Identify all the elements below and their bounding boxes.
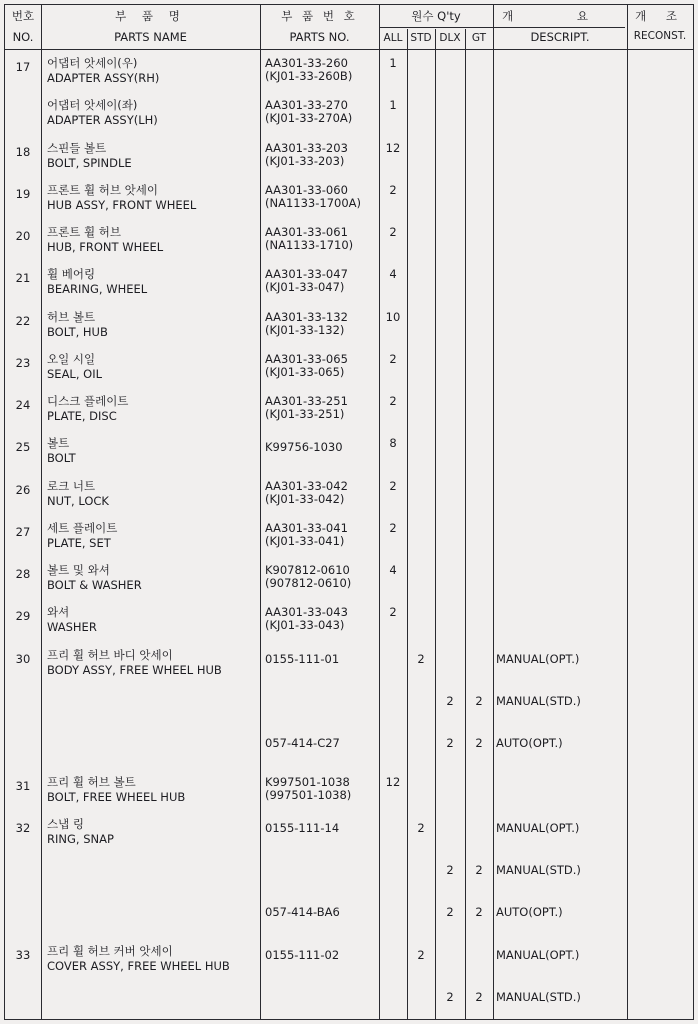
- part-name-ko: 와셔: [47, 605, 70, 619]
- qty-all: 2: [389, 521, 397, 535]
- part-number: AA301-33-061: [265, 225, 348, 239]
- column-divider: [493, 5, 494, 1019]
- part-number: K99756-1030: [265, 440, 343, 454]
- column-divider: [260, 5, 261, 1019]
- row-number: 17: [15, 60, 31, 74]
- header-no-ko: 번호: [11, 9, 35, 23]
- part-number: AA301-33-043: [265, 605, 348, 619]
- part-name-ko: 스냅 링: [47, 817, 84, 831]
- part-number: AA301-33-260: [265, 56, 348, 70]
- header-qty-std: STD: [410, 32, 432, 44]
- part-name-en: SEAL, OIL: [47, 367, 103, 381]
- part-name-en: COVER ASSY, FREE WHEEL HUB: [47, 959, 230, 973]
- part-number: AA301-33-132: [265, 310, 348, 324]
- part-name-ko: 어댑터 앗세이(우): [47, 56, 138, 70]
- part-name-en: ADAPTER ASSY(RH): [47, 71, 160, 85]
- header-qty-title: 원수 Q'ty: [411, 9, 461, 23]
- part-name-ko: 프론트 휠 허브 앗세이: [47, 183, 158, 197]
- part-number: AA301-33-041: [265, 521, 348, 535]
- column-divider: [435, 29, 436, 1019]
- part-number: K907812-0610: [265, 563, 350, 577]
- part-number-alt: (KJ01-33-042): [265, 492, 345, 506]
- row-number: 28: [15, 567, 31, 581]
- qty-all: 12: [385, 141, 401, 155]
- qty-gt: 2: [475, 905, 483, 919]
- part-number: 0155-111-14: [265, 821, 340, 835]
- part-number-alt: (KJ01-33-251): [265, 407, 345, 421]
- qty-gt: 2: [475, 736, 483, 750]
- part-name-en: PLATE, SET: [47, 536, 111, 550]
- part-number: AA301-33-270: [265, 98, 348, 112]
- part-number-alt: (KJ01-33-041): [265, 534, 345, 548]
- header-partno-ko: 부 품 번 호: [281, 9, 358, 23]
- qty-dlx: 2: [446, 694, 454, 708]
- part-name-en: BOLT, SPINDLE: [47, 156, 132, 170]
- qty-all: 10: [385, 310, 401, 324]
- qty-all: 2: [389, 479, 397, 493]
- part-number: 057-414-BA6: [265, 905, 340, 919]
- part-name-en: BOLT & WASHER: [47, 578, 142, 592]
- qty-all: 2: [389, 605, 397, 619]
- part-name-en: PLATE, DISC: [47, 409, 117, 423]
- qty-dlx: 2: [446, 990, 454, 1004]
- qty-all: 12: [385, 775, 401, 789]
- header-qty-all: ALL: [383, 32, 403, 44]
- row-number: 30: [15, 652, 31, 666]
- qty-all: 4: [389, 563, 397, 577]
- part-number-alt: (NA1133-1700A): [265, 196, 361, 210]
- qty-all: 4: [389, 267, 397, 281]
- part-name-en: RING, SNAP: [47, 832, 114, 846]
- qty-gt: 2: [475, 694, 483, 708]
- row-number: 19: [15, 187, 31, 201]
- part-name-ko: 프리 휠 허브 커버 앗세이: [47, 944, 173, 958]
- qty-std: 2: [417, 652, 425, 666]
- qty-gt: 2: [475, 990, 483, 1004]
- part-name-en: WASHER: [47, 620, 97, 634]
- part-number-alt: (907812-0610): [265, 576, 352, 590]
- qty-all: 2: [389, 394, 397, 408]
- qty-std: 2: [417, 821, 425, 835]
- header-no-en: NO.: [12, 30, 34, 44]
- qty-all: 8: [389, 436, 397, 450]
- qty-all: 1: [389, 56, 397, 70]
- part-number: AA301-33-047: [265, 267, 348, 281]
- part-number: 0155-111-02: [265, 948, 340, 962]
- part-number: AA301-33-251: [265, 394, 348, 408]
- description: AUTO(OPT.): [496, 905, 563, 919]
- qty-all: 1: [389, 98, 397, 112]
- description: MANUAL(OPT.): [496, 948, 580, 962]
- part-name-ko: 스핀들 볼트: [47, 141, 107, 155]
- part-number-alt: (KJ01-33-260B): [265, 69, 353, 83]
- column-divider: [627, 5, 628, 1019]
- row-number: 31: [15, 779, 31, 793]
- header-qty-gt: GT: [471, 32, 487, 44]
- part-number: AA301-33-042: [265, 479, 348, 493]
- qty-all: 2: [389, 183, 397, 197]
- part-name-en: BOLT, FREE WHEEL HUB: [47, 790, 186, 804]
- description: MANUAL(STD.): [496, 863, 581, 877]
- qty-gt: 2: [475, 863, 483, 877]
- qty-all: 2: [389, 352, 397, 366]
- qty-all: 2: [389, 225, 397, 239]
- column-divider: [407, 29, 408, 1019]
- part-name-en: BODY ASSY, FREE WHEEL HUB: [47, 663, 222, 677]
- part-name-en: NUT, LOCK: [47, 494, 109, 508]
- part-name-en: HUB, FRONT WHEEL: [47, 240, 164, 254]
- part-number-alt: (997501-1038): [265, 788, 352, 802]
- header-name-ko: 부 품 명: [115, 9, 186, 23]
- row-number: 29: [15, 609, 31, 623]
- header-name-en: PARTS NAME: [114, 30, 187, 44]
- qty-dlx: 2: [446, 736, 454, 750]
- part-number: 057-414-C27: [265, 736, 340, 750]
- parts-table: [4, 4, 694, 1020]
- row-number: 23: [15, 356, 31, 370]
- header-divider: [5, 49, 693, 50]
- row-number: 27: [15, 525, 31, 539]
- description: MANUAL(STD.): [496, 990, 581, 1004]
- part-number-alt: (KJ01-33-203): [265, 154, 345, 168]
- part-name-ko: 세트 플레이트: [47, 521, 118, 535]
- part-number: AA301-33-203: [265, 141, 348, 155]
- row-number: 22: [15, 314, 31, 328]
- part-name-ko: 볼트: [47, 436, 70, 450]
- row-number: 32: [15, 821, 31, 835]
- part-name-ko: 프리 휠 허브 볼트: [47, 775, 136, 789]
- part-name-ko: 볼트 및 와셔: [47, 563, 110, 577]
- part-name-en: ADAPTER ASSY(LH): [47, 113, 158, 127]
- part-number-alt: (KJ01-33-047): [265, 280, 345, 294]
- part-number-alt: (KJ01-33-065): [265, 365, 345, 379]
- part-name-ko: 프리 휠 허브 바디 앗세이: [47, 648, 173, 662]
- part-name-en: BOLT: [47, 451, 76, 465]
- part-number-alt: (KJ01-33-270A): [265, 111, 353, 125]
- row-number: 21: [15, 271, 31, 285]
- part-name-ko: 프론트 휠 허브: [47, 225, 121, 239]
- part-name-en: HUB ASSY, FRONT WHEEL: [47, 198, 197, 212]
- column-divider: [41, 5, 42, 1019]
- header-desc-en: DESCRIPT.: [530, 30, 590, 44]
- description: MANUAL(OPT.): [496, 821, 580, 835]
- qty-std: 2: [417, 948, 425, 962]
- row-number: 20: [15, 229, 31, 243]
- part-name-ko: 휠 베어링: [47, 267, 96, 281]
- part-number-alt: (KJ01-33-132): [265, 323, 345, 337]
- row-number: 33: [15, 948, 31, 962]
- header-recon-en: RECONST.: [633, 30, 687, 42]
- part-name-ko: 로크 너트: [47, 479, 96, 493]
- header-partno-en: PARTS NO.: [289, 30, 350, 44]
- part-number: K997501-1038: [265, 775, 350, 789]
- row-number: 25: [15, 440, 31, 454]
- part-number: AA301-33-060: [265, 183, 348, 197]
- part-name-en: BOLT, HUB: [47, 325, 108, 339]
- description: MANUAL(STD.): [496, 694, 581, 708]
- header-divider: [379, 27, 625, 28]
- part-number: AA301-33-065: [265, 352, 348, 366]
- row-number: 26: [15, 483, 31, 497]
- part-number-alt: (NA1133-1710): [265, 238, 354, 252]
- column-divider: [379, 5, 380, 1019]
- part-name-ko: 오일 시일: [47, 352, 96, 366]
- part-name-en: BEARING, WHEEL: [47, 282, 148, 296]
- part-name-ko: 디스크 플레이트: [47, 394, 129, 408]
- header-desc-ko: 개 요: [502, 9, 618, 23]
- part-number-alt: (KJ01-33-043): [265, 618, 345, 632]
- qty-dlx: 2: [446, 905, 454, 919]
- row-number: 24: [15, 398, 31, 412]
- part-name-ko: 어댑터 앗세이(좌): [47, 98, 138, 112]
- header-recon-ko: 개 조: [635, 9, 685, 23]
- part-name-ko: 허브 볼트: [47, 310, 96, 324]
- description: AUTO(OPT.): [496, 736, 563, 750]
- header-qty-dlx: DLX: [439, 32, 461, 44]
- part-number: 0155-111-01: [265, 652, 340, 666]
- description: MANUAL(OPT.): [496, 652, 580, 666]
- row-number: 18: [15, 145, 31, 159]
- qty-dlx: 2: [446, 863, 454, 877]
